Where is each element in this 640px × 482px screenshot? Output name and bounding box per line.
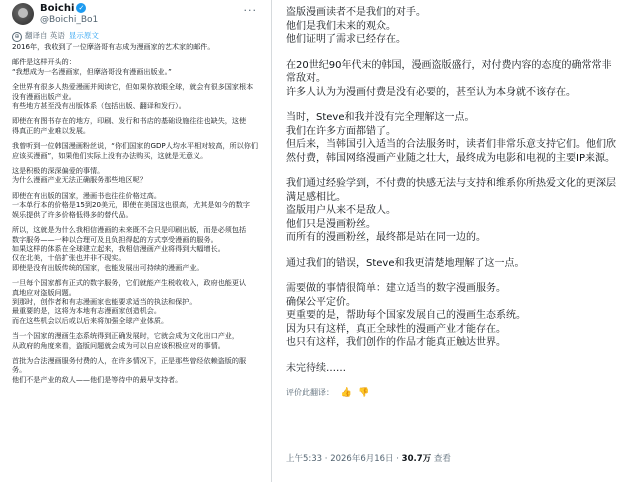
text-line: 即使在有出版的国家，漫画书也往往价格过高。	[12, 190, 161, 200]
post-text-left	[6, 42, 265, 384]
paragraph-gap	[286, 47, 632, 59]
text-line: 因为只有这样，真正全球性的漫画产业才能存在。	[286, 323, 506, 335]
text-line: 我曾听到一位韩国漫画粉丝说，“你们国家的GDP人均水平相对较高，所以你们	[12, 141, 258, 151]
view-count: 30.7万	[401, 454, 432, 464]
text-line: 我们通过经验学到，不付费的快感无法与支持和维系你所热爱文化的更深层	[286, 178, 616, 189]
text-line: 他们是我们未来的观众。	[286, 20, 396, 32]
avatar[interactable]	[12, 3, 34, 25]
rate-translation	[280, 387, 632, 398]
post-header	[6, 0, 265, 30]
text-line: 娱乐提供了许多价格低得多的替代品。	[12, 209, 133, 219]
text-line: 即使在有图书存在的地方，印刷、发行和书店的基础设施往往也缺失，这使	[12, 116, 247, 126]
post-timestamp[interactable]: 上午5:33 · 2026年6月16日 ·	[286, 454, 402, 464]
paragraph-gap	[286, 270, 632, 282]
text-line: 当一个国家的漫画生态系统得到正确发展时，它就会成为文化出口产业，	[12, 331, 239, 341]
text-line: 在20世纪90年代末的韩国，漫画盗版盛行，对付费内容的态度的确常常非	[286, 59, 612, 71]
text-line: 他们只是漫画粉丝。	[286, 218, 376, 230]
paragraph-gap	[286, 99, 632, 111]
text-line: 这是积极的深深偏爱的事情。	[12, 166, 105, 176]
post-meta	[286, 452, 451, 464]
user-handle[interactable]: @Boichi_Bo1	[40, 15, 99, 25]
text-line: 从政府的角度来看，盗版问题就会成为可以自应该积极应对的事情。	[12, 340, 225, 350]
text-line: 通过我们的错误，Steve和我更清楚地理解了这一点。	[286, 257, 525, 269]
paragraph-gap	[286, 245, 632, 257]
text-line: 如果这样的体系在全球建立起来，我相信漫画产业将得到大幅增长。	[12, 243, 225, 253]
translated-from-label: 翻译自 英语	[25, 31, 65, 40]
text-line: 得真正的产业难以发展。	[12, 125, 91, 135]
text-line: 即使是没有出版传统的国家，也能发展出可持续的漫画产业。	[12, 262, 204, 272]
text-line: 满足感相比。	[286, 191, 346, 203]
verified-badge-icon: ✓	[76, 3, 86, 13]
text-line: 到那时，创作者和有志漫画家也能要求适当的执法和保护。	[12, 296, 197, 306]
text-line: 但后来，当韩国引入适当的合法服务时，读者们非常乐意支持它们。他们欣	[286, 139, 616, 150]
text-line: 也只有这样，我们创作的作品才能真正触达世界。	[286, 337, 506, 348]
views-label: 查看	[431, 454, 451, 464]
text-line: 而在这些机会以后或以后来将加强全球产业体质。	[12, 315, 169, 325]
text-line: 而所有的漫画粉丝，最终都是站在同一边的。	[286, 232, 486, 243]
paragraph-gap	[286, 165, 632, 177]
post-text-right	[280, 6, 632, 375]
text-line: 未完待续……	[286, 362, 346, 374]
text-line: 他们不是产业的敌人——他们是等待中的最早支持者。	[12, 374, 183, 384]
text-line: 常敌对。	[286, 73, 326, 84]
globe-icon: ⊕	[12, 32, 22, 42]
paragraph-gap	[286, 350, 632, 362]
text-line: 应该买漫画”，如果他们实际上没有办法购买，这就是无意义。	[12, 150, 208, 160]
text-line: 他们证明了需求已经存在。	[286, 34, 406, 45]
text-line: 更重要的是，帮助每个国家发展自己的漫画生态系统。	[286, 310, 526, 321]
text-line: 最重要的是，这将为本地有志漫画家创造机会。	[12, 306, 161, 316]
text-line: 为什么漫画产业无法正确服务那些地区呢？	[12, 175, 147, 185]
text-line: 当时，Steve和我并没有完全理解这一点。	[286, 112, 475, 123]
text-line: 数字服务——一种以合理可及且负担得起的方式享受漫画的服务。	[12, 234, 218, 244]
text-line: 全世界有很多人热爱漫画并阅读它，但如果你放眼全球，就会有很多国家根本	[12, 82, 254, 92]
post-left-column	[0, 0, 271, 482]
text-line: 真地应对盗版问题。	[12, 287, 76, 297]
text-line: 没有漫画出版产业。	[12, 91, 76, 101]
text-line: 有些地方甚至没有出版体系（包括出版、翻译和发行）。	[12, 101, 186, 111]
thumbs-down-icon[interactable]: 👎	[358, 388, 370, 398]
text-line: 务。	[12, 365, 27, 375]
text-line: “我想成为一名漫画家，但摩洛哥没有漫画出版业。”	[12, 66, 172, 76]
text-line: 许多人认为为漫画付费是没有必要的，甚至认为本身就不该存在。	[286, 86, 576, 98]
text-line: 所以，这就是为什么我相信漫画的未来既不会只是印刷出版，而是必须包括	[12, 225, 247, 235]
display-name[interactable]: Boichi ✓	[40, 3, 86, 14]
show-original-link[interactable]: 显示原文	[68, 31, 99, 40]
text-line: 需要做的事情很简单：建立适当的数字漫画服务。	[286, 283, 506, 294]
text-line: 确保公平定价。	[286, 296, 356, 308]
text-line: 首批为合法漫画服务付费的人，在许多情况下，正是那些曾经依赖盗版的服	[12, 355, 247, 365]
text-line: 然付费，韩国网络漫画产业随之壮大，最终成为电影和电视的主要IP来源。	[286, 152, 615, 164]
text-line: 2016年，我收到了一位摩洛哥有志成为漫画家的艺术家的邮件。	[12, 42, 215, 51]
text-line: 邮件是这样开头的：	[12, 57, 76, 67]
text-line: 一本单行本的价格是15到20美元，即使在美国这也很高，尤其是如今的数字	[12, 200, 250, 210]
post-right-column	[272, 0, 640, 482]
translation-bar	[6, 30, 265, 42]
text-line: 盗版漫画读者不是我们的对手。	[286, 7, 426, 18]
text-line: 一旦每个国家都有正式的数字服务，它们就能产生税收收入，政府也能更认	[12, 278, 247, 288]
text-line: 我们在许多方面都错了。	[286, 125, 396, 137]
rate-translation-label: 评价此翻译：	[286, 388, 334, 397]
text-line: 盗版用户从来不是敌人。	[286, 205, 396, 216]
more-options-icon[interactable]: ···	[243, 4, 257, 17]
thumbs-up-icon[interactable]: 👍	[340, 388, 352, 398]
text-line: 仅在北美，十倍扩张也并非不现实。	[12, 253, 126, 263]
